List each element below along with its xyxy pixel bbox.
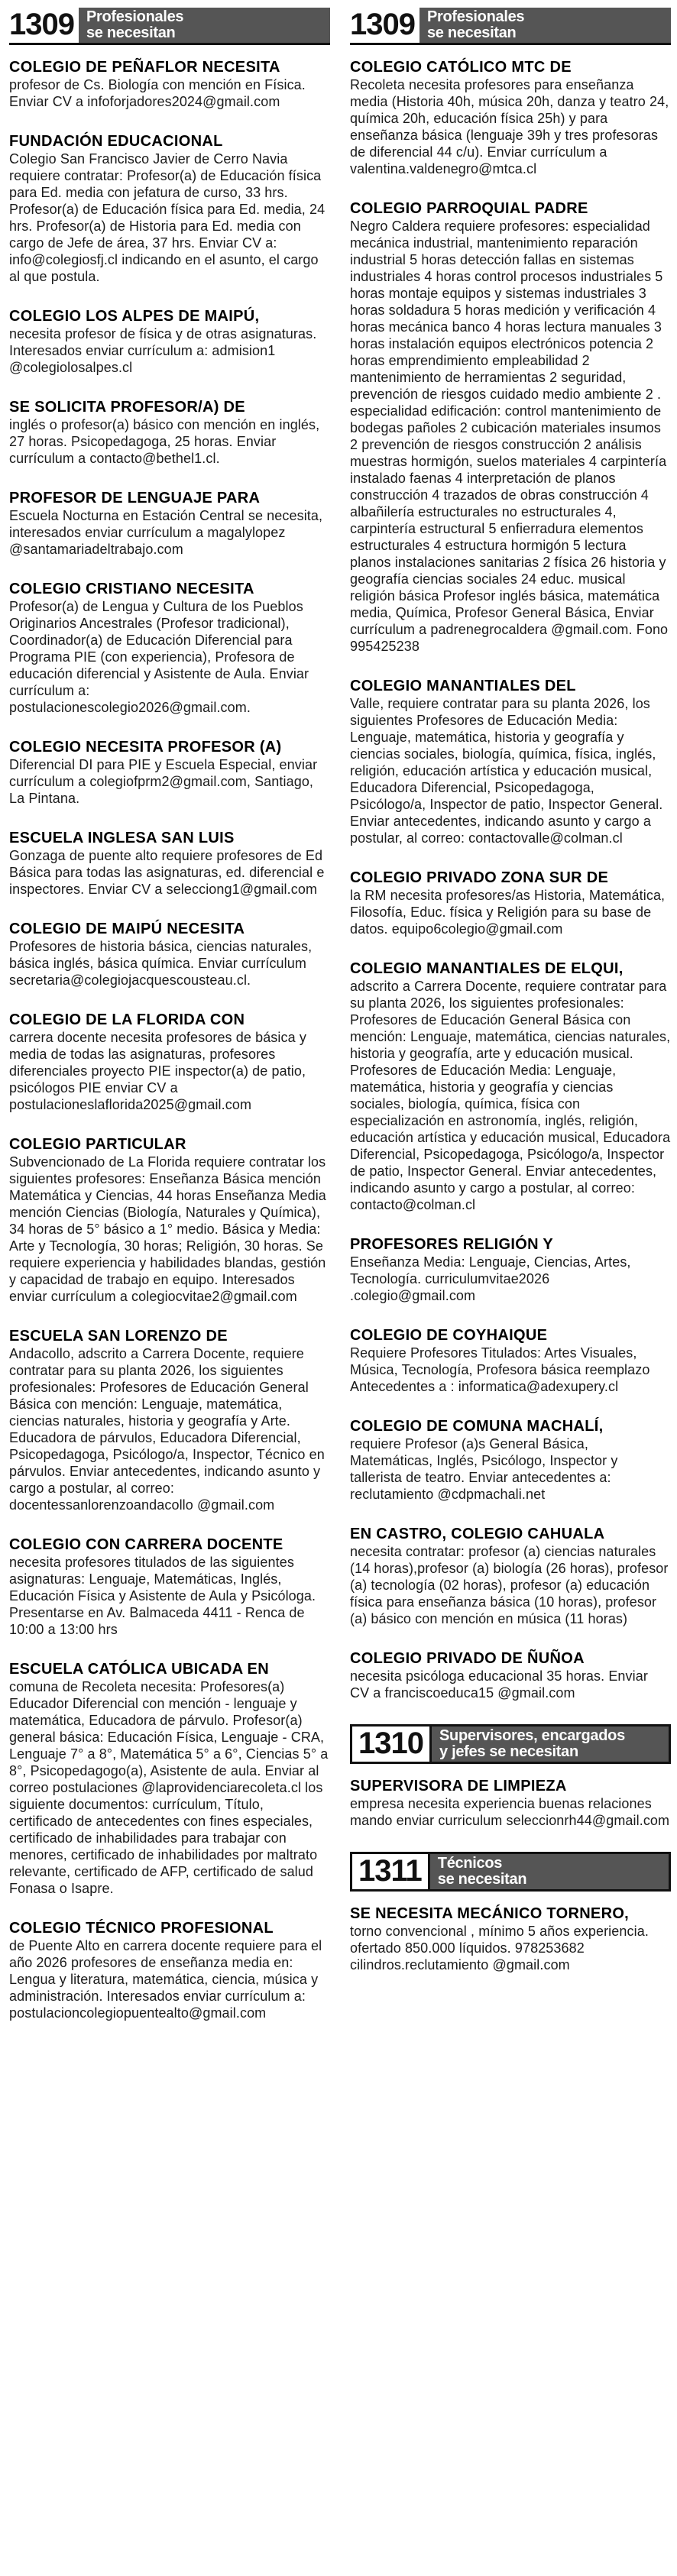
ad-body: torno convencional , mínimo 5 años experiencia. ofertado 850.000 líquidos. 978253682 cilindros.reclutamiento @gmail.com bbox=[350, 1924, 649, 1972]
right-column bbox=[350, 8, 671, 1996]
classified-ad bbox=[350, 1526, 671, 1627]
ad-title: COLEGIO LOS ALPES DE MAIPÚ, bbox=[9, 308, 260, 325]
ad-body: Escuela Nocturna en Estación Central se necesita, interesados enviar currículum a magalylopez @santamariadeltrabajo.com bbox=[9, 508, 323, 557]
classified-ad bbox=[9, 921, 330, 989]
category-label-line2: se necesitan bbox=[437, 1871, 527, 1888]
ad-title: COLEGIO DE COMUNA MACHALÍ, bbox=[350, 1418, 604, 1435]
classified-ad bbox=[9, 490, 330, 558]
classified-ad bbox=[9, 1011, 330, 1113]
classified-ad bbox=[350, 869, 671, 937]
classified-ad bbox=[9, 1136, 330, 1305]
ad-body: Diferencial DI para PIE y Escuela Especial, enviar currículum a colegiofprm2@gmail.com, Santiago, La Pintana. bbox=[9, 757, 318, 806]
ad-body: Andacollo, adscrito a Carrera Docente, requiere contratar para su planta 2026, los siguientes profesionales: Profesores de Educación General Básica con mención: Lenguaje, matemática, ciencias naturales, historia y geografía y Arte. Educadora de párvulos, Educadora Diferencial, Psicopedagoga, Psicólogo/a, Inspector, Técnico en párvulos. Enviar antecedentes, indicando asunto y cargo a postular, al correo: docentessanlorenzoandacollo @gmail.com bbox=[9, 1346, 325, 1513]
ad-title: COLEGIO DE PEÑAFLOR NECESITA bbox=[9, 59, 280, 76]
classified-ad bbox=[9, 133, 330, 285]
ad-body: Valle, requiere contratar para su planta 2026, los siguientes Profesores de Educación Media: Lenguaje, matemática, historia y geografía y ciencias sociales, biología, química, física, inglés, religión, educación artística y educación musical, Educadora Diferencial, Psicopedagoga, Psicólogo/a, Inspector de patio, Inspector General. Enviar antecedentes, indicando asunto y cargo a postular, al correo: contactovalle@colman.cl bbox=[350, 696, 663, 846]
ad-body: Gonzaga de puente alto requiere profesores de Ed Básica para todas las asignaturas, ed. diferencial e inspectores. Enviar CV a selecciong1@gmail.com bbox=[9, 848, 325, 897]
ad-body: necesita profesores titulados de las siguientes asignaturas: Lenguaje, Matemáticas, Inglés, Educación Física y Asistente de Aula y Psicóloga. Presentarse en Av. Balmaceda 4411 - Renca de 10:00 a 13:00 hrs bbox=[9, 1555, 316, 1637]
ad-body: comuna de Recoleta necesita: Profesores(a) Educador Diferencial con mención - lenguaje y matemática, Educadora de párvulo. Profesor(a) general básica: Educación Física, Lenguaje - CRA, Lenguaje 7° a 8°, Matemática 5° a 6°, Ciencias 5° a 8°, Psicopedagogo(a), Asistente de aula. Enviar al correo postulaciones @laprovidenciarecoleta.cl los siguiente documentos: currículum, Título, certificado de antecedentes con fines especiales, certificado de inhabilidades para trabajar con menores, certificado de inhabilidades por maltrato relevante, certificado de AFP, certificado de salud Fonasa o Isapre. bbox=[9, 1679, 329, 1896]
category-label-line2: se necesitan bbox=[86, 24, 176, 41]
category-label-line1: Técnicos bbox=[437, 1855, 503, 1872]
ad-body: carrera docente necesita profesores de básica y media de todas las asignaturas, profesores diferenciales proyecto PIE inspector(a) de patio, psicólogos PIE enviar CV a postulacioneslaflorida2025@gmail.com bbox=[9, 1030, 306, 1112]
classified-ad bbox=[350, 1778, 671, 1829]
ad-title: COLEGIO DE MAIPÚ NECESITA bbox=[9, 921, 245, 937]
category-header-1309 bbox=[350, 8, 671, 45]
ad-title: PROFESOR DE LENGUAJE PARA bbox=[9, 490, 261, 506]
category-label-line1: Supervisores, encargados bbox=[439, 1727, 625, 1744]
category-header-1311 bbox=[350, 1852, 671, 1892]
classified-ad bbox=[350, 200, 671, 655]
ad-title: ESCUELA CATÓLICA UBICADA EN bbox=[9, 1661, 269, 1678]
classified-ad bbox=[350, 960, 671, 1213]
ad-body: Enseñanza Media: Lenguaje, Ciencias, Artes, Tecnología. curriculumvitae2026 .colegio@gmail.com bbox=[350, 1254, 631, 1303]
category-code: 1310 bbox=[352, 1727, 432, 1762]
ad-title: COLEGIO PARROQUIAL PADRE bbox=[350, 200, 588, 217]
ad-title: SUPERVISORA DE LIMPIEZA bbox=[350, 1778, 567, 1794]
ad-title: COLEGIO CRISTIANO NECESITA bbox=[9, 581, 254, 597]
ad-title: COLEGIO MANANTIALES DEL bbox=[350, 678, 576, 694]
ad-body: requiere Profesor (a)s General Básica, Matemáticas, Inglés, Psicólogo, Inspector y tallerista de teatro. Enviar antecedentes a: reclutamiento @cdpmachali.net bbox=[350, 1436, 618, 1502]
ad-body: Profesor(a) de Lengua y Cultura de los Pueblos Originarios Ancestrales (Profesor tradicional), Coordinador(a) de Educación Diferencial para Programa PIE (con experiencia), Profesora de educación diferencial y Asistente de Aula. Enviar currículum a: postulacionescolegio2026@gmail.com. bbox=[9, 599, 309, 715]
ad-title: COLEGIO PARTICULAR bbox=[9, 1136, 186, 1153]
category-header-1310 bbox=[350, 1724, 671, 1764]
classified-ad bbox=[350, 59, 671, 177]
ad-body: Colegio San Francisco Javier de Cerro Navia requiere contratar: Profesor(a) de Educación física para Ed. media con jefatura de curso, 33 hrs. Profesor(a) de Educación física para Ed. media, 24 hrs. Profesor(a) de Historia para Ed. media con cargo de Jefe de área, 37 hrs. Enviar CV a: info@colegiosfj.cl indicando en el asunto, el cargo al que postula. bbox=[9, 151, 326, 284]
classified-ad bbox=[350, 1905, 671, 1973]
ad-title: COLEGIO CATÓLICO MTC DE bbox=[350, 59, 572, 76]
ad-title: FUNDACIÓN EDUCACIONAL bbox=[9, 133, 223, 150]
ad-body: inglés o profesor(a) básico con mención en inglés, 27 horas. Psicopedagoga, 25 horas. Enviar currículum a contacto@bethel1.cl. bbox=[9, 417, 320, 466]
classified-ad bbox=[9, 1536, 330, 1638]
ad-list bbox=[9, 59, 330, 2021]
ad-body: empresa necesita experiencia buenas relaciones mando enviar curriculum seleccionrh44@gmail.com bbox=[350, 1796, 670, 1828]
ad-body: Negro Caldera requiere profesores: especialidad mecánica industrial, mantenimiento reparación industrial 5 horas detección fallas en sistemas industriales 4 horas control procesos industriales 5 horas montaje equipos y sistemas industriales 3 horas soldadura 5 horas medición y verificación 4 horas mecánica banco 4 horas lectura manuales 3 horas instalación equipos electrónicos potencia 2 horas emprendimiento empleabilidad 2 mantenimiento de herramientas 2 seguridad, prevención de riesgos cuidado medio ambiente 2 . especialidad edificación: control mantenimiento de bodegas pañoles 2 cubicación materiales insumos 2 prevención de riesgos construcción 2 análisis muestras hormigón, suelos materiales 4 carpintería instalado faenas 4 interpretación de planos construcción 4 trazados de obras construcción 4 albañilería estructurales no estructurales 4, carpintería estructural 5 enfierradura elementos estructurales 4 estructura hormigón 5 lectura planos instalaciones sanitarias 2 física 26 historia y geografía ciencias sociales 24 educ. musical religión básica Profesor inglés básica, matemática media, Química, Profesor General Básica, Enviar currículum a padrenegrocaldera @gmail.com. Fono 995425238 bbox=[350, 218, 669, 654]
ad-body: la RM necesita profesores/as Historia, Matemática, Filosofía, Educ. física y Religión para su base de datos. equipo6colegio@gmail.com bbox=[350, 888, 666, 937]
ad-list bbox=[350, 1905, 671, 1973]
ad-title: COLEGIO DE LA FLORIDA CON bbox=[9, 1011, 245, 1028]
classified-ad bbox=[9, 830, 330, 898]
ad-title: COLEGIO PRIVADO DE ÑUÑOA bbox=[350, 1650, 585, 1667]
ad-title: PROFESORES RELIGIÓN Y bbox=[350, 1236, 553, 1253]
classified-ad bbox=[9, 308, 330, 376]
ad-title: COLEGIO DE COYHAIQUE bbox=[350, 1327, 548, 1344]
classified-ad bbox=[9, 739, 330, 807]
ad-title: SE SOLICITA PROFESOR/A) DE bbox=[9, 399, 245, 416]
ad-body: Profesores de historia básica, ciencias naturales, básica inglés, básica química. Enviar currículum secretaria@colegiojacquescousteau.cl. bbox=[9, 939, 313, 988]
classified-ad bbox=[9, 1920, 330, 2021]
ad-body: de Puente Alto en carrera docente requiere para el año 2026 profesores de enseñanza media en: Lengua y literatura, matemática, ciencia, música y administración. Interesados enviar currículum a: postulacioncolegiopuentealto@gmail.com bbox=[9, 1938, 322, 2021]
category-header-1309 bbox=[9, 8, 330, 45]
category-label bbox=[430, 1854, 669, 1889]
classified-ad bbox=[350, 1418, 671, 1503]
category-label-line2: y jefes se necesitan bbox=[439, 1743, 578, 1760]
ad-title: ESCUELA SAN LORENZO DE bbox=[9, 1328, 228, 1345]
category-label-line1: Profesionales bbox=[86, 8, 184, 25]
ad-body: necesita psicóloga educacional 35 horas. Enviar CV a franciscoeduca15 @gmail.com bbox=[350, 1668, 648, 1701]
classified-ad bbox=[9, 399, 330, 467]
ad-body: profesor de Cs. Biología con mención en Física. Enviar CV a infoforjadores2024@gmail.com bbox=[9, 77, 306, 109]
category-label-line2: se necesitan bbox=[426, 24, 517, 41]
category-code: 1309 bbox=[350, 8, 419, 43]
ad-body: necesita profesor de física y de otras asignaturas. Interesados enviar currículum a: admision1 @colegiolosalpes.cl bbox=[9, 326, 317, 375]
ad-body: Subvencionado de La Florida requiere contratar los siguientes profesores: Enseñanza Básica mención Matemática y Ciencias, 44 horas Enseñanza Media mención Ciencias (Biología, Naturales y Química), 34 horas de 5° básico a 1° medio. Básica y Media: Arte y Tecnología, 30 horas; Religión, 30 horas. Se requiere experiencia y habilidades blandas, gestión y capacidad de trabajo en equipo. Interesados enviar currículum a colegiocvitae2@gmail.com bbox=[9, 1154, 326, 1304]
ad-title: EN CASTRO, COLEGIO CAHUALA bbox=[350, 1526, 605, 1542]
category-label bbox=[79, 8, 330, 43]
classified-ad bbox=[9, 1661, 330, 1897]
category-label bbox=[419, 8, 671, 43]
ad-title: COLEGIO MANANTIALES DE ELQUI, bbox=[350, 960, 624, 977]
category-code: 1311 bbox=[352, 1854, 430, 1889]
ad-title: COLEGIO TÉCNICO PROFESIONAL bbox=[9, 1920, 274, 1937]
ad-title: COLEGIO NECESITA PROFESOR (A) bbox=[9, 739, 282, 756]
ad-body: Requiere Profesores Titulados: Artes Visuales, Música, Tecnología, Profesora básica reemplazo Antecedentes a : informatica@adexupery.cl bbox=[350, 1345, 650, 1394]
ad-title: SE NECESITA MECÁNICO TORNERO, bbox=[350, 1905, 630, 1922]
ad-body: necesita contratar: profesor (a) ciencias naturales (14 horas),profesor (a) biología (26 horas), profesor (a) tecnología (02 horas), profesor (a) educación física para enseñanza básica (10 horas), profesor (a) básico con mención en música (11 horas) bbox=[350, 1544, 669, 1626]
category-label bbox=[432, 1727, 669, 1762]
ad-title: COLEGIO PRIVADO ZONA SUR DE bbox=[350, 869, 609, 886]
category-code: 1309 bbox=[9, 8, 79, 43]
ad-list bbox=[350, 1778, 671, 1829]
classified-ad bbox=[9, 59, 330, 110]
classified-ad bbox=[350, 1327, 671, 1395]
classified-ad bbox=[350, 1236, 671, 1304]
classified-ad bbox=[9, 581, 330, 716]
ad-title: ESCUELA INGLESA SAN LUIS bbox=[9, 830, 235, 846]
left-column bbox=[9, 8, 330, 2044]
ad-body: Recoleta necesita profesores para enseñanza media (Historia 40h, música 20h, danza y teatro 24, química 20h, educación física 25h) y para enseñanza básica (lenguaje 39h y tres profesoras de diferencial 44 c/u). Enviar currículum a valentina.valdenegro@mtca.cl bbox=[350, 77, 669, 176]
ad-title: COLEGIO CON CARRERA DOCENTE bbox=[9, 1536, 283, 1553]
ad-list bbox=[350, 59, 671, 1701]
classified-ad bbox=[350, 1650, 671, 1701]
classified-ad bbox=[9, 1328, 330, 1513]
category-label-line1: Profesionales bbox=[426, 8, 525, 25]
classified-ad bbox=[350, 678, 671, 846]
ad-body: adscrito a Carrera Docente, requiere contratar para su planta 2026, los siguientes profesionales: Profesores de Educación General Básica con mención: Lenguaje, matemática, ciencias naturales, historia y geografía, arte y educación musical. Profesores de Educación Media: Lenguaje, matemática, historia y geografía y ciencias sociales, biología, química, física con especialización en astronomía, inglés, religión, educación artística y educación musical, Educadora Diferencial, Psicopedagoga, Psicólogo/a, Inspector de patio, Inspector General. Enviar antecedentes, indicando asunto y cargo a postular, al correo: contacto@colman.cl bbox=[350, 979, 671, 1212]
